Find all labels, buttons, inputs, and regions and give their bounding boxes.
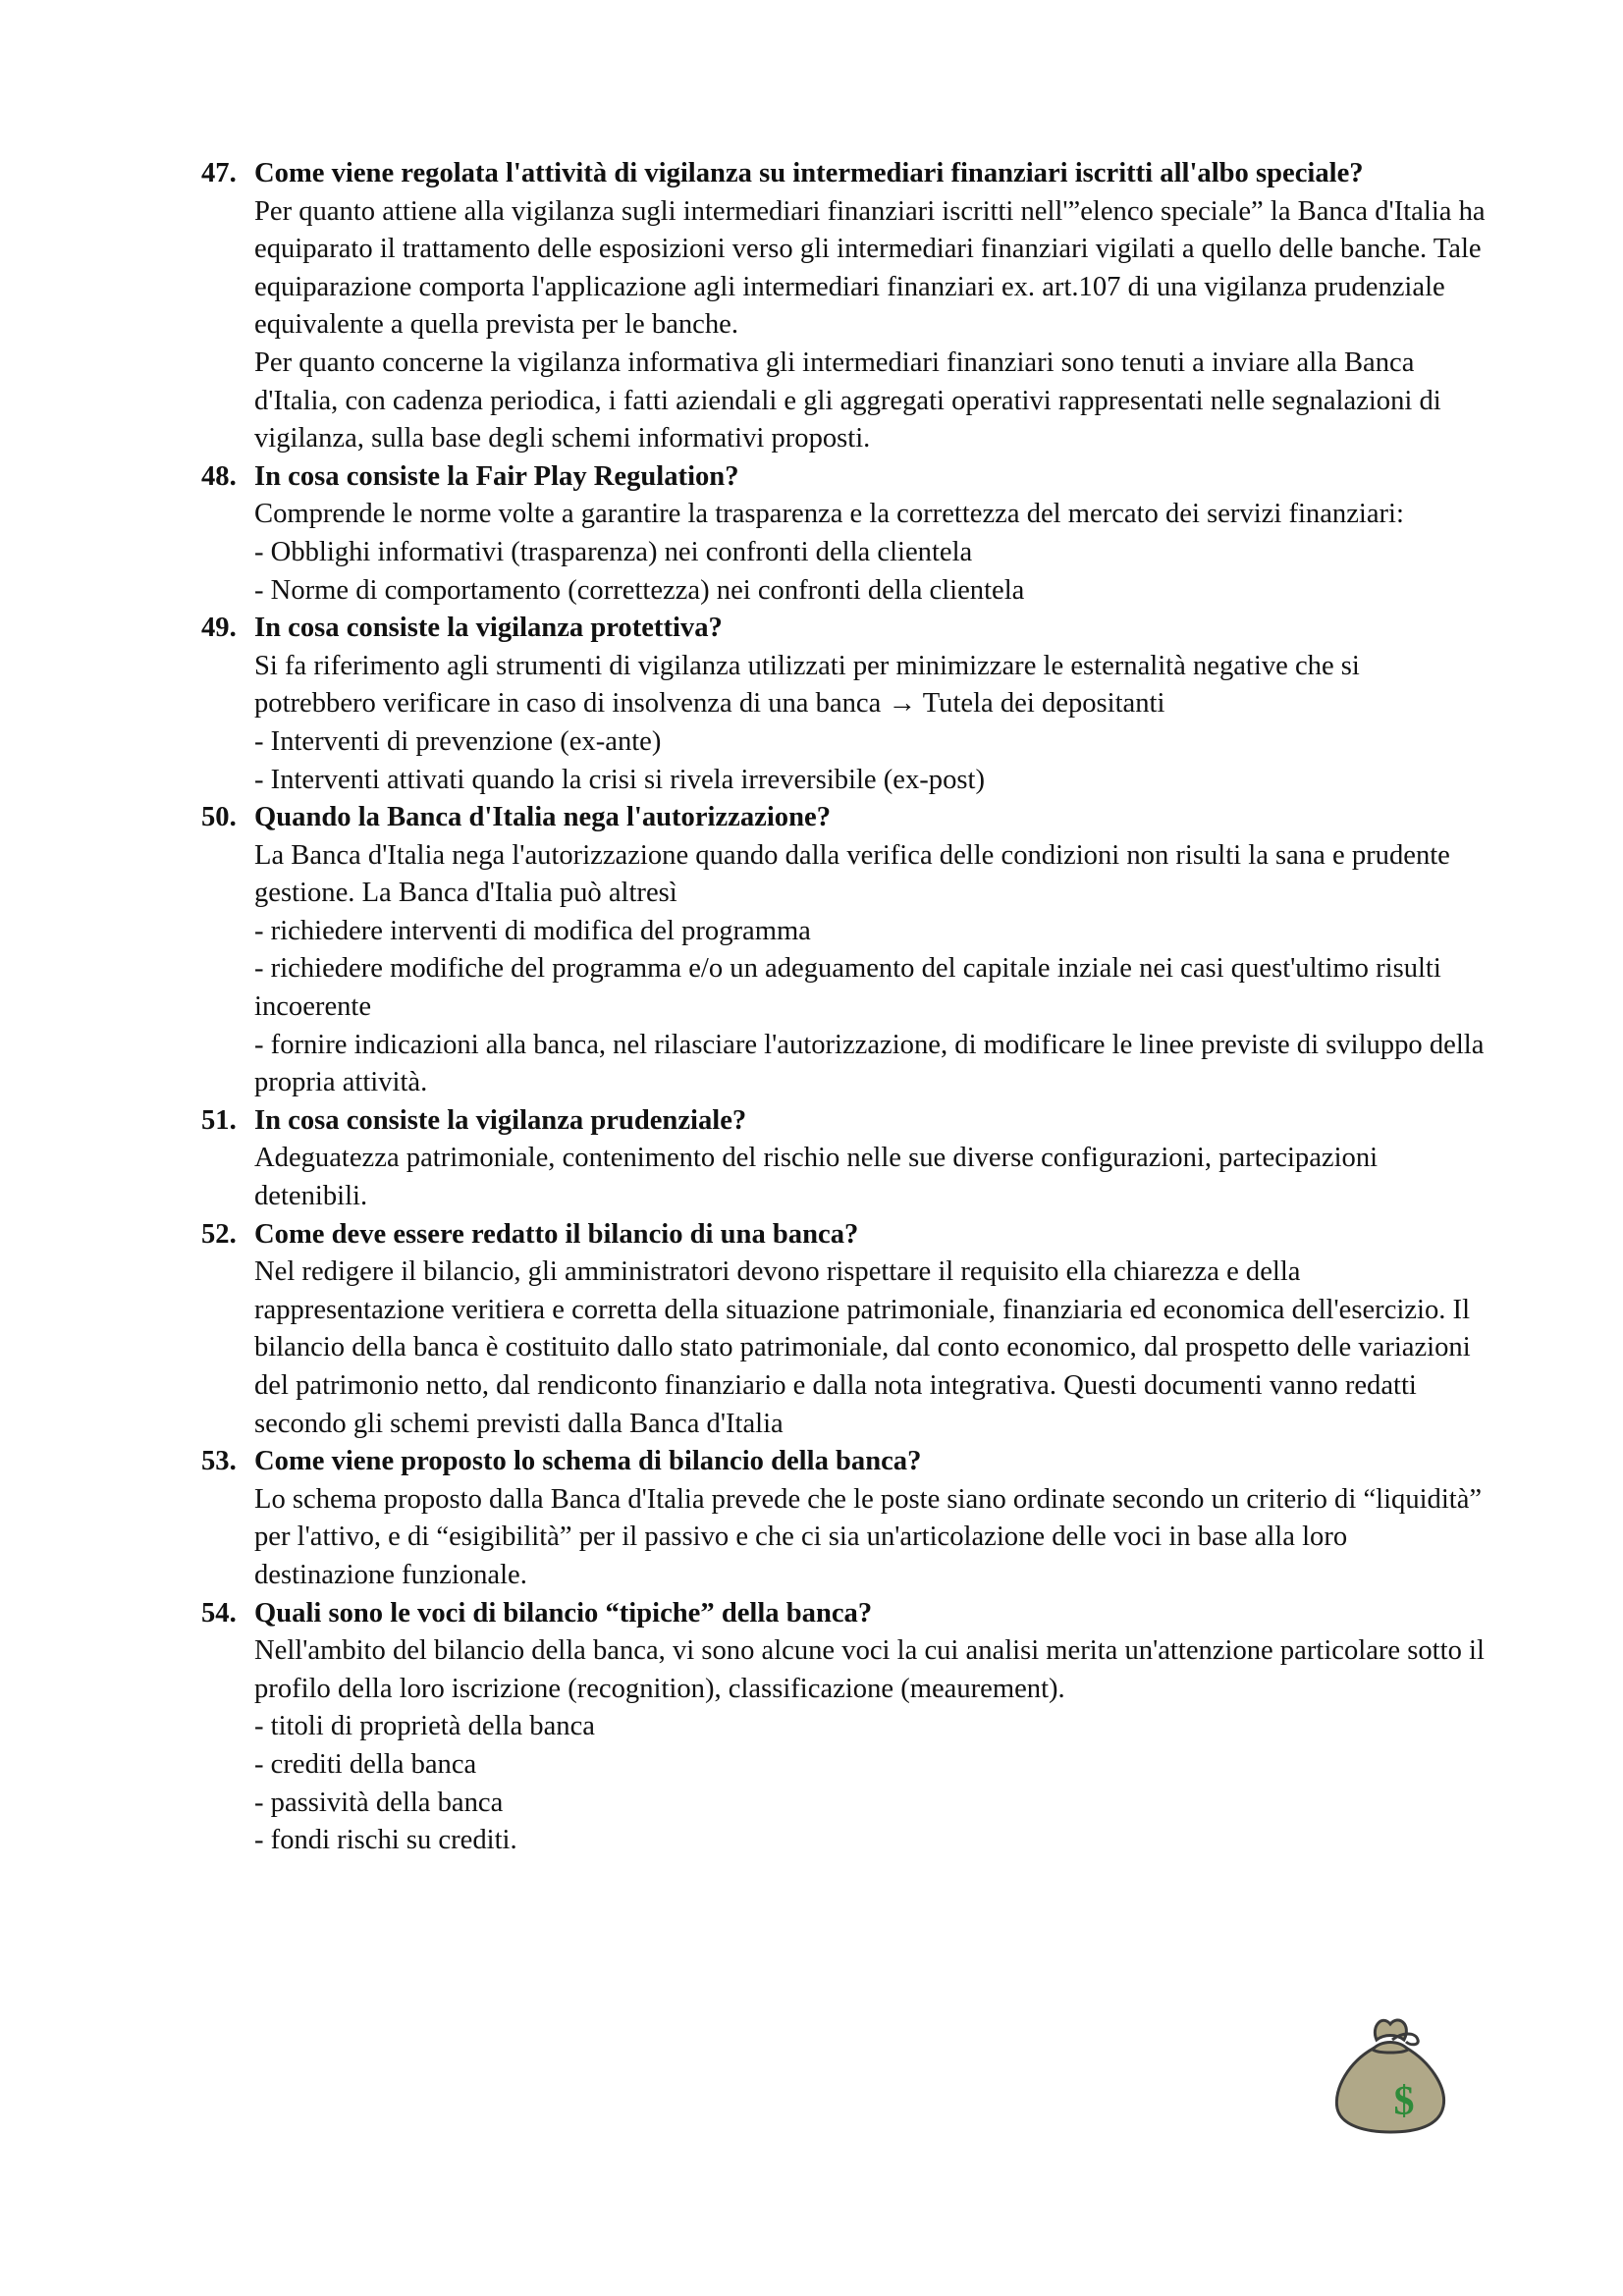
money-bag-body xyxy=(1336,2020,1443,2132)
question-text: Quali sono le voci di bilancio “tipiche” della banca? xyxy=(254,1597,873,1629)
question-number: 48. xyxy=(201,460,237,492)
qa-item xyxy=(201,799,1488,1102)
answer-paragraph: Si fa riferimento agli strumenti di vigilanza utilizzati per minimizzare le esternalità negative che si potrebbero verificare in caso di insolvenza di una banca → Tutela dei depositanti xyxy=(254,650,1360,720)
answer-bullet: - richiedere modifiche del programma e/o un adeguamento del capitale inziale nei casi quest'ultimo risulti incoerente xyxy=(254,953,1441,1023)
question-text: Come deve essere redatto il bilancio di una banca? xyxy=(254,1218,859,1250)
question-number: 54. xyxy=(201,1597,237,1629)
answer-bullet: - richiedere interventi di modifica del programma xyxy=(254,915,811,946)
document-body xyxy=(201,155,1488,1860)
answer-paragraph: Per quanto concerne la vigilanza informativa gli intermediari finanziari sono tenuti a inviare alla Banca d'Italia, con cadenza periodica, i fatti aziendali e gli aggregati operativi rappresentati nelle segnalazioni di vigilanza, sulla base degli schemi informativi proposti. xyxy=(254,347,1441,454)
question-text: In cosa consiste la vigilanza protettiva? xyxy=(254,613,723,644)
question-text: In cosa consiste la vigilanza prudenziale? xyxy=(254,1104,747,1136)
answer-bullet: - titoli di proprietà della banca xyxy=(254,1711,595,1742)
answer-paragraph: Adeguatezza patrimoniale, contenimento del rischio nelle sue diverse configurazioni, partecipazioni detenibili. xyxy=(254,1143,1379,1212)
answer-paragraph: Lo schema proposto dalla Banca d'Italia prevede che le poste siano ordinate secondo un criterio di “liquidità” per l'attivo, e di “esigibilità” per il passivo e che ci sia un'articolazione delle voci in base alla loro destinazione funzionale. xyxy=(254,1483,1483,1590)
answer xyxy=(254,837,1488,1102)
money-bag-icon xyxy=(1327,2010,1451,2134)
answer-paragraph: La Banca d'Italia nega l'autorizzazione quando dalla verifica delle condizioni non risulti la sana e prudente gestione. La Banca d'Italia può altresì xyxy=(254,839,1450,909)
answer-bullet: - fornire indicazioni alla banca, nel rilasciare l'autorizzazione, di modificare le linee previste di sviluppo della propria attività. xyxy=(254,1029,1485,1098)
question-text: Quando la Banca d'Italia nega l'autorizzazione? xyxy=(254,802,831,833)
answer-bullet: - crediti della banca xyxy=(254,1748,477,1780)
question-number: 49. xyxy=(201,613,237,644)
answer xyxy=(254,1632,1488,1860)
answer-bullet: - Interventi di prevenzione (ex-ante) xyxy=(254,725,662,757)
qa-item xyxy=(201,1102,1488,1216)
answer-bullet: - Norme di comportamento (correttezza) nei confronti della clientela xyxy=(254,574,1025,606)
question-number: 50. xyxy=(201,802,237,833)
answer-bullet: - passività della banca xyxy=(254,1787,504,1818)
answer xyxy=(254,1254,1488,1443)
answer xyxy=(254,1140,1488,1215)
qa-item xyxy=(201,155,1488,458)
answer xyxy=(254,1481,1488,1595)
question-number: 52. xyxy=(201,1218,237,1250)
qa-item xyxy=(201,1595,1488,1860)
dollar-sign: $ xyxy=(1393,2079,1415,2124)
qa-item xyxy=(201,610,1488,799)
question-text: Come viene proposto lo schema di bilancio della banca? xyxy=(254,1446,922,1477)
answer-bullet: - fondi rischi su crediti. xyxy=(254,1825,517,1856)
qa-item xyxy=(201,1443,1488,1594)
answer xyxy=(254,496,1488,610)
question-text: In cosa consiste la Fair Play Regulation? xyxy=(254,460,739,492)
answer-bullet: - Interventi attivati quando la crisi si rivela irreversibile (ex-post) xyxy=(254,764,985,795)
answer-paragraph: Nel redigere il bilancio, gli amministratori devono rispettare il requisito ella chiarezza e della rappresentazione veritiera e corretta della situazione patrimoniale, finanziaria ed economica dell'esercizio. Il bilancio della banca è costituito dallo stato patrimoniale, dal conto economico, dal prospetto delle variazioni del patrimonio netto, dal rendiconto finanziario e dalla nota integrativa. Questi documenti vanno redatti secondo gli schemi previsti dalla Banca d'Italia xyxy=(254,1256,1471,1439)
qa-item xyxy=(201,1216,1488,1444)
answer-paragraph: Comprende le norme volte a garantire la trasparenza e la correttezza del mercato dei servizi finanziari: xyxy=(254,499,1404,530)
answer-paragraph: Per quanto attiene alla vigilanza sugli intermediari finanziari iscritti nell'”elenco speciale” la Banca d'Italia ha equiparato il trattamento delle esposizioni verso gli intermediari finanziari vigilati a quello delle banche. Tale equiparazione comporta l'applicazione agli intermediari finanziari ex. art.107 di una vigilanza prudenziale equivalente a quella prevista per le banche. xyxy=(254,195,1486,341)
qa-item xyxy=(201,458,1488,610)
question-number: 47. xyxy=(201,158,237,188)
answer-paragraph: Nell'ambito del bilancio della banca, vi sono alcune voci la cui analisi merita un'attenzione particolare sotto il profilo della loro iscrizione (recognition), classificazione (meaurement). xyxy=(254,1635,1485,1704)
question-text: Come viene regolata l'attività di vigilanza su intermediari finanziari iscritti all'albo speciale? xyxy=(254,158,1364,188)
question-number: 53. xyxy=(201,1446,237,1477)
question-number: 51. xyxy=(201,1104,237,1136)
answer xyxy=(254,648,1488,799)
answer-bullet: - Obblighi informativi (trasparenza) nei confronti della clientela xyxy=(254,536,973,567)
answer xyxy=(254,193,1488,458)
